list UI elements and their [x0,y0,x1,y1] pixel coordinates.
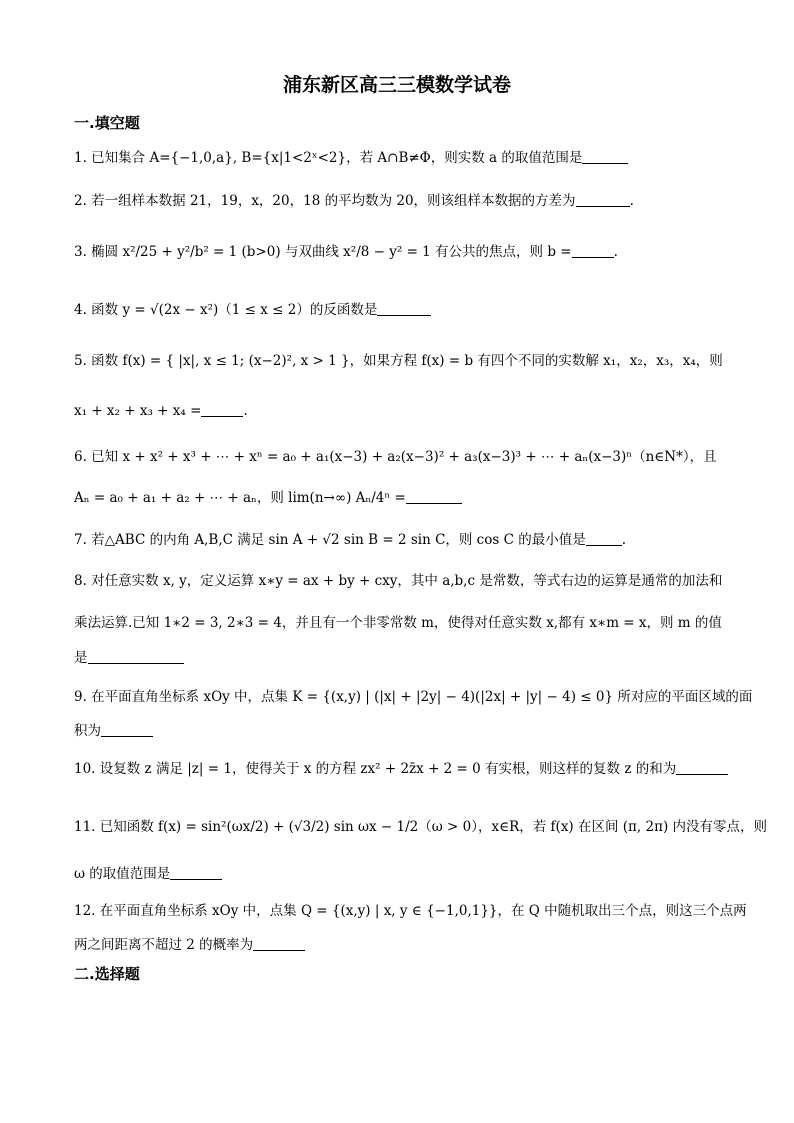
question-12: 12. 在平面直角坐标系 xOy 中，点集 Q = {(x,y) | x, y ∈ {−1,0,1}}，在 Q 中随机取出三个点，则这三个点两 [74,903,747,919]
question-8-tail: 是 [74,646,734,666]
answer-blank [572,243,614,258]
question-4: 4. 函数 y = √(2x − x²)（1 ≤ x ≤ 2）的反函数是 [74,298,734,318]
question-11-continued: ω 的取值范围是 [74,862,734,882]
question-9: 9. 在平面直角坐标系 xOy 中，点集 K = {(x,y) | (|x| + |2y| − 4)(|2x| + |y| − 4) ≤ 0} 所对应的平面区域的面 [74,689,753,705]
question-2: 2. 若一组样本数据 21，19，x，20，18 的平均数为 20，则该组样本数据的方差为 . [74,193,634,209]
question-12-continued: 两之间距离不超过 2 的概率为 [74,933,734,953]
question-6-continued: Aₙ = a₀ + a₁ + a₂ + ⋯ + aₙ，则 lim(n→∞) Aₙ/4ⁿ = [74,486,734,506]
answer-blank [586,531,622,546]
question-5-continued: x₁ + x₂ + x₃ + x₄ = . [74,403,248,419]
question-7: 7. 若△ABC 的内角 A,B,C 满足 sin A + √2 sin B = 2 sin C，则 cos C 的最小值是 . [74,532,627,548]
answer-blank [101,722,153,737]
question-8: 8. 对任意实数 x, y，定义运算 x∗y = ax + by + cxy，其中 a,b,c 是常数，等式右边的运算是通常的加法和 [74,573,723,589]
section-heading-fill-in: 一.填空题 [74,114,140,132]
question-9-continued: 积为 [74,719,734,739]
answer-blank [201,402,243,417]
answer-blank [88,649,184,664]
answer-blank [406,489,462,504]
answer-blank [170,865,222,880]
page-title: 浦东新区高三三模数学试卷 [282,74,511,96]
answer-blank [253,936,305,951]
section-heading-multiple-choice: 二.选择题 [74,965,140,983]
question-8-continued: 乘法运算.已知 1∗2 = 3, 2∗3 = 4，并且有一个非零常数 m，使得对任意实数 x,都有 x∗m = x，则 m 的值 [74,615,722,631]
question-11: 11. 已知函数 f(x) = sin²(ωx/2) + (√3/2) sin ωx − 1/2（ω > 0），x∈R，若 f(x) 在区间 (π, 2π) 内没有零点，则 [74,819,768,835]
question-5: 5. 函数 f(x) = { |x|, x ≤ 1; (x−2)², x > 1 }，如果方程 f(x) = b 有四个不同的实数解 x₁，x₂，x₃，x₄，则 [74,353,723,369]
question-6: 6. 已知 x + x² + x³ + ⋯ + xⁿ = a₀ + a₁(x−3) + a₂(x−3)² + a₃(x−3)³ + ⋯ + aₙ(x−3)ⁿ（n∈N*），且 [74,449,717,465]
answer-blank [676,760,728,775]
question-3: 3. 椭圆 x²/25 + y²/b² = 1 (b>0) 与双曲线 x²/8 − y² = 1 有公共的焦点，则 b = . [74,244,618,260]
answer-blank [576,192,630,207]
question-1: 1. 已知集合 A={−1,0,a}, B={x|1<2ˣ<2}，若 A∩B≠Φ，则实数 a 的取值范围是 [74,146,734,166]
answer-blank [377,301,431,316]
answer-blank [582,149,628,164]
question-10: 10. 设复数 z 满足 |z| = 1，使得关于 x 的方程 zx² + 2z̄x + 2 = 0 有实根，则这样的复数 z 的和为 [74,757,734,777]
